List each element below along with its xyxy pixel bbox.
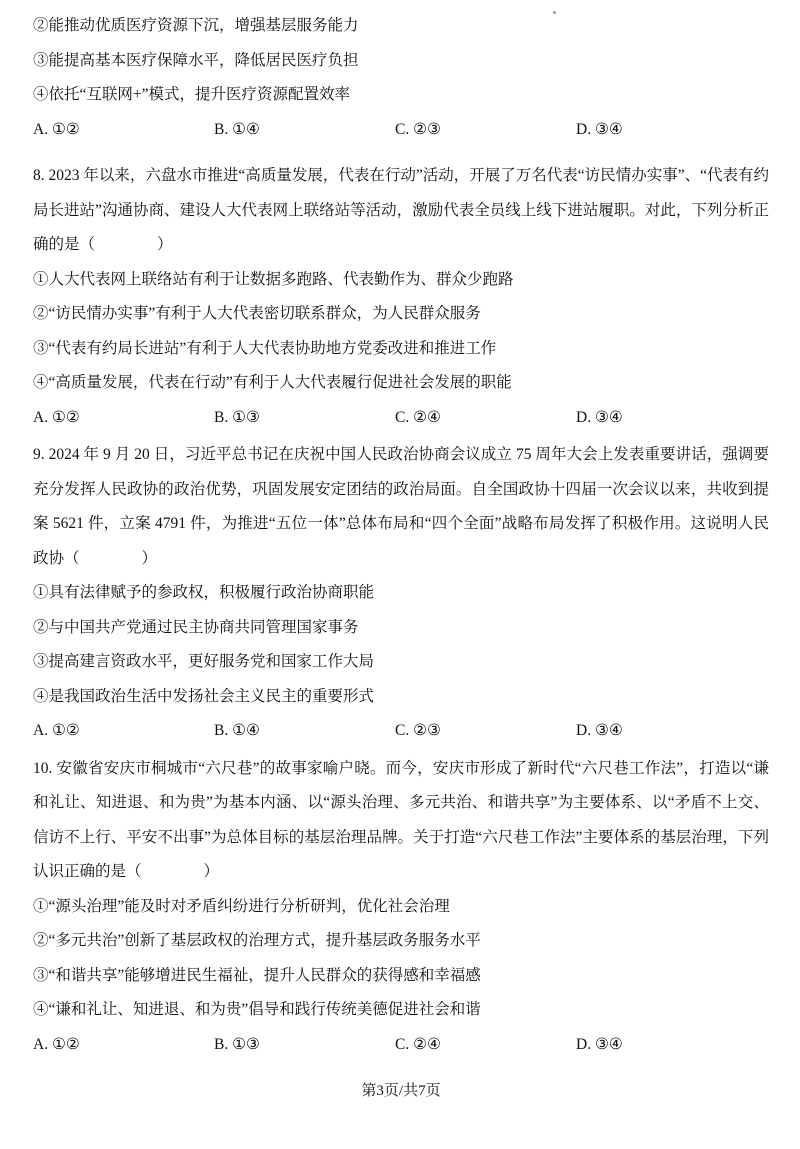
numbered-statement: ④“谦和礼让、知进退、和为贵”倡导和践行传统美德促进社会和谐 (33, 1001, 481, 1018)
choice-d: D. ③④ (576, 722, 623, 739)
question-10 (33, 752, 769, 1063)
choice-d: D. ③④ (576, 1035, 623, 1053)
question-7-tail (33, 9, 769, 147)
choice-c: C. ②④ (395, 1035, 441, 1053)
numbered-statement: ④“高质量发展，代表在行动”有利于人大代表履行促进社会发展的职能 (33, 374, 512, 391)
numbered-statement: ②与中国共产党通过民主协商共同管理国家事务 (33, 618, 359, 636)
choice-a: A. ①② (33, 722, 80, 739)
page-footer (33, 1074, 769, 1109)
choice-c: C. ②③ (395, 120, 441, 138)
numbered-statement: ①人大代表网上联络站有利于让数据多跑路、代表勤作为、群众少跑路 (33, 270, 514, 288)
choice-b: B. ①④ (214, 722, 260, 739)
choice-b: B. ①④ (214, 120, 260, 138)
numbered-statement: ④是我国政治生活中发扬社会主义民主的重要形式 (33, 687, 375, 705)
numbered-statement: ①“源头治理”能及时对矛盾纠纷进行分析研判，优化社会治理 (33, 897, 450, 915)
choice-c: C. ②③ (395, 722, 441, 739)
numbered-statement: ③“代表有约局长进站”有利于人大代表协助地方党委改进和推进工作 (33, 339, 497, 357)
choice-a: A. ①② (33, 408, 80, 426)
choice-b: B. ①③ (214, 1035, 260, 1053)
scan-artifact-dot (553, 11, 556, 14)
choice-a: A. ①② (33, 1035, 80, 1053)
choice-row (33, 1028, 769, 1063)
numbered-statement: ③提高建言资政水平，更好服务党和国家工作大局 (33, 653, 375, 670)
question-stem: 8. 2023 年以来，六盘水市推进“高质量发展，代表在行动”活动，开展了万名代表“访民情办实事”、“代表有约局长进站”沟通协商、建设人大代表网上联络站等活动，激励代表全员线上线下进站履职。对此，下列分析正确的是（ ） (33, 167, 769, 253)
question-stem: 9. 2024 年 9 月 20 日，习近平总书记在庆祝中国人民政治协商会议成立 75 周年大会上发表重要讲话，强调要充分发挥人民政协的政治优势，巩固发展安定团结的政治局面。自全国政协十四届一次会议以来，共收到提案 5621 件，立案 4791 件，为推进“五位一体”总体布局和“四个全面”战略布局发挥了积极作用。这说明人民政协（ ） (33, 446, 769, 567)
question-9 (33, 438, 769, 749)
choice-d: D. ③④ (576, 408, 623, 426)
numbered-statement: ③能提高基本医疗保障水平，降低居民医疗负担 (33, 51, 359, 69)
numbered-statement: ①具有法律赋予的参政权，积极履行政治协商职能 (33, 584, 375, 601)
choice-b: B. ①③ (214, 408, 260, 426)
choice-row (33, 401, 769, 436)
question-8 (33, 159, 769, 435)
choice-d: D. ③④ (576, 120, 623, 138)
numbered-statement: ②能推动优质医疗资源下沉，增强基层服务能力 (33, 17, 359, 34)
page-number: 第3页/共7页 (361, 1083, 441, 1099)
question-stem: 10. 安徽省安庆市桐城市“六尺巷”的故事家喻户晓。而今，安庆市形成了新时代“六尺巷工作法”，打造以“谦和礼让、知进退、和为贵”为基本内涵、以“源头治理、多元共治、和谐共享”为主要体系、以“矛盾不上交、信访不上行、平安不出事”为总体目标的基层治理品牌。关于打造“六尺巷工作法”主要体系的基层治理，下列认识正确的是（ ） (33, 759, 769, 880)
numbered-statement: ④依托“互联网+”模式，提升医疗资源配置效率 (33, 86, 351, 103)
choice-a: A. ①② (33, 120, 80, 138)
choice-row (33, 113, 769, 148)
choice-c: C. ②④ (395, 408, 441, 426)
choice-row (33, 714, 769, 749)
numbered-statement: ③“和谐共享”能够增进民生福祉，提升人民群众的获得感和幸福感 (33, 966, 481, 984)
numbered-statement: ②“访民情办实事”有利于人大代表密切联系群众，为人民群众服务 (33, 305, 481, 322)
numbered-statement: ②“多元共治”创新了基层政权的治理方式，提升基层政务服务水平 (33, 932, 481, 949)
